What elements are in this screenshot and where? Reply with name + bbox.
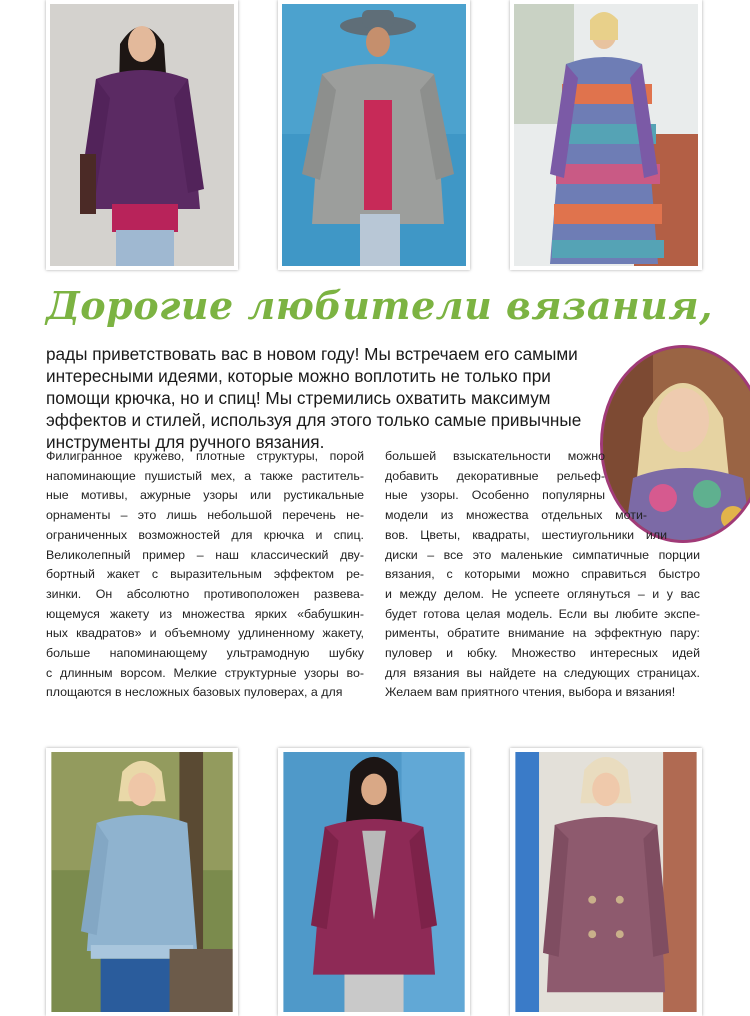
body-line: ограниченных возможностей для крючка и спиц. (46, 527, 364, 542)
photo-striped-coat (510, 0, 702, 270)
body-line: рименты, обратите внимание на эффектную пару: (385, 626, 700, 641)
body-line: ющемуся жакету из множества ярких «бабушкин- (46, 606, 364, 621)
body-line: будет готова целая модель. Если вы любите экспе- (385, 606, 700, 621)
body-line: диски – все это маленькие симпатичные порции (385, 547, 700, 562)
body-line: большей взыскательности можно (385, 449, 605, 463)
body-line: больше напоминающему ультрамодную шубку (46, 646, 364, 661)
intro-line: рады приветствовать вас в новом году! Мы встречаем его самыми (46, 344, 578, 364)
ribbed-jacket-model-image (514, 752, 698, 1012)
photo-berry-wrap-cardigan (278, 748, 470, 1016)
body-line: вязания, с которыми можно справиться быстро (385, 567, 700, 582)
berry-cardigan-model-image (282, 752, 466, 1012)
body-line: Великолепный пример – наш классический дву- (46, 547, 364, 562)
purple-sweater-model-image (50, 4, 234, 266)
photo-purple-cable-sweater (46, 0, 238, 270)
body-line: напоминающие пушистый мех, а также раститель- (46, 468, 364, 483)
body-line: бортный жакет с выразительным эффектом ре- (46, 567, 364, 582)
body-line: вов. Цветы, квадраты, шестиугольники или (385, 527, 667, 542)
body-line: с длинным ворсом. Мелкие структурные узоры во- (46, 665, 364, 680)
body-line: орнаменты – это лишь небольшой перечень не- (46, 508, 364, 523)
photo-ribbed-double-breasted-jacket (510, 748, 702, 1016)
striped-coat-model-image (514, 4, 698, 266)
body-text-right-column (385, 447, 700, 703)
body-line: Филигранное кружево, плотные структуры, порой (46, 449, 364, 463)
page-heading: Дорогие любители вязания, (46, 283, 713, 328)
intro-line: инструменты для ручного вязания. (46, 432, 325, 452)
intro-paragraph (46, 343, 636, 453)
body-line: Желаем вам приятного чтения, выбора и вязания! (385, 685, 676, 700)
body-line: для вязания вы найдете на следующих страницах. (385, 665, 700, 680)
body-line: ные узоры. Особенно популярны (385, 488, 605, 503)
body-text-left-column (46, 447, 364, 703)
intro-line: эффектов и стилей, используя для этого только самые привычные (46, 410, 582, 430)
photo-blue-openwork-sweater (46, 748, 238, 1016)
body-line: ных квадратов» и объемному удлиненному жакету, (46, 626, 364, 641)
body-line: ные мотивы, ажурные узоры или рустикальные (46, 488, 364, 503)
grey-jacket-model-image (282, 4, 466, 266)
body-line: площаются в несложных базовых пуловерах, а для (46, 685, 343, 700)
body-line: пуловер и юбку. Множество интересных идей (385, 646, 700, 661)
body-line: и между делом. Не успеете оглянуться – и у вас (385, 586, 700, 601)
intro-line: помощи крючка, но и спиц! Мы стремились охватить максимум (46, 388, 551, 408)
body-line: добавить декоративные рельеф- (385, 468, 605, 483)
body-line: зинки. Он абсолютно противоположен развева- (46, 586, 364, 601)
blue-sweater-model-image (50, 752, 234, 1012)
photo-grey-fluffy-jacket (278, 0, 470, 270)
body-line: модели из множества отдельных моти- (385, 508, 647, 523)
intro-line: интересными идеями, которые можно воплотить не только при (46, 366, 551, 386)
